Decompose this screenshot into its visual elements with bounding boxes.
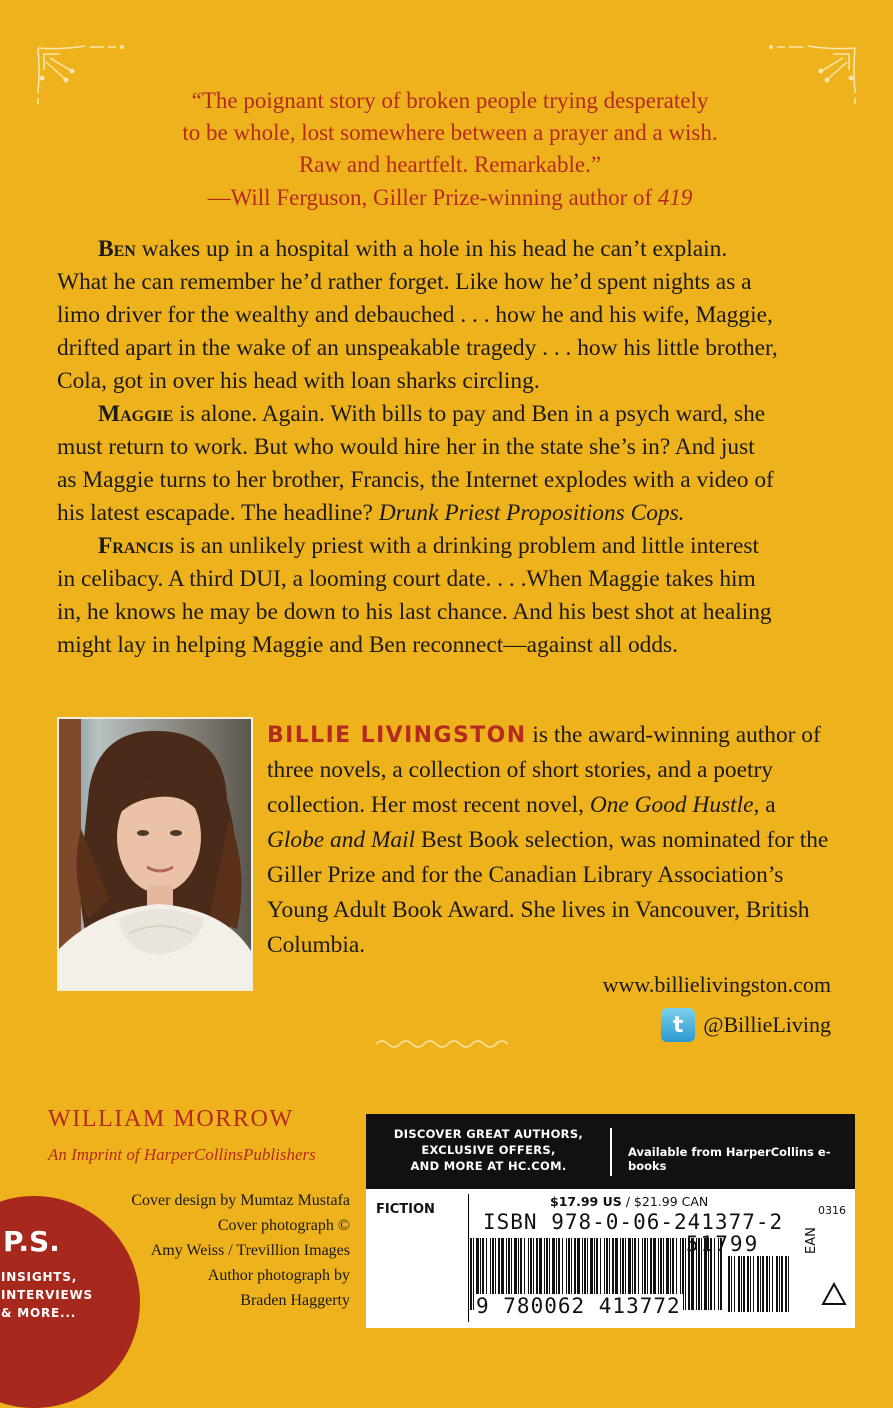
barcode-bar bbox=[728, 1256, 730, 1312]
quote-attribution bbox=[120, 183, 780, 213]
book-title: One Good Hustle bbox=[589, 792, 754, 818]
promo-line: EXCLUSIVE OFFERS, bbox=[421, 1143, 556, 1157]
attribution-text: —Will Ferguson, Giller Prize-winning author of bbox=[207, 185, 658, 210]
addon-number: 51799 bbox=[686, 1232, 760, 1256]
character-name: Francis bbox=[98, 533, 174, 559]
barcode-bar bbox=[762, 1256, 764, 1312]
newspaper-title: Globe and Mail bbox=[267, 827, 416, 853]
paragraph-text: is an unlikely priest with a drinking problem and little interest in celibacy. A third DUI, a looming court date. . . .When Maggie takes him in, he knows he may be down to his last chance. And his best shot at healing might lay in helping Maggie and Ben reconnect—against all odds. bbox=[57, 533, 772, 658]
barcode-bar bbox=[743, 1256, 745, 1312]
triangle-icon bbox=[821, 1282, 847, 1306]
ean-label: EAN bbox=[804, 1227, 819, 1254]
credit-line: Author photograph by bbox=[207, 1267, 350, 1284]
author-website[interactable]: www.billielivingston.com bbox=[602, 972, 831, 997]
print-code: 0316 bbox=[818, 1204, 846, 1217]
ps-line: & MORE... bbox=[1, 1306, 77, 1320]
review-quote bbox=[120, 85, 780, 181]
publisher-imprint: An Imprint of HarperCollinsPublishers bbox=[48, 1145, 316, 1164]
barcode-bar bbox=[731, 1256, 732, 1312]
promo-banner bbox=[366, 1114, 855, 1189]
description-paragraph bbox=[57, 233, 780, 398]
bio-text: , a bbox=[753, 792, 776, 818]
promo-text bbox=[386, 1126, 591, 1174]
promo-line: AND MORE AT HC.COM. bbox=[410, 1159, 567, 1173]
barcode-bar bbox=[750, 1256, 751, 1312]
author-bio bbox=[267, 718, 834, 963]
paragraph-text: is alone. Again. With bills to pay and Ben in a psych ward, she must return to work. But who would hire her in the state she’s in? And just as Maggie turns to her brother, Francis, the Internet explodes with a video of his latest escapade. The headline? bbox=[57, 401, 774, 526]
ps-line: INSIGHTS, bbox=[1, 1270, 78, 1284]
category-label: FICTION bbox=[376, 1202, 435, 1217]
isbn-text: ISBN 978-0-06-241377-2 bbox=[483, 1210, 784, 1234]
headline-italic: Drunk Priest Propositions Cops. bbox=[378, 500, 685, 526]
price-can: $21.99 CAN bbox=[633, 1194, 709, 1209]
ebook-notice: Available from HarperCollins e-books bbox=[628, 1145, 831, 1173]
barcode-bar bbox=[781, 1256, 783, 1312]
credit-line: Cover design by Mumtaz Mustafa bbox=[131, 1192, 350, 1209]
twitter-handle: @BillieLiving bbox=[703, 1012, 831, 1037]
credit-line: Amy Weiss / Trevillion Images bbox=[150, 1242, 350, 1259]
promo-line: DISCOVER GREAT AUTHORS, bbox=[393, 1127, 584, 1141]
category-divider bbox=[468, 1194, 469, 1322]
addon-barcode bbox=[728, 1256, 790, 1312]
description-paragraph bbox=[57, 398, 780, 530]
bio-text: Best Book selection, was nominated for the Giller Prize and for the Canadian Library Association’s Young Adult Book Award. She lives in Vancouver, British Columbia. bbox=[267, 827, 829, 958]
barcode-bar bbox=[769, 1256, 770, 1312]
barcode-bar bbox=[757, 1256, 759, 1312]
barcode-bar bbox=[470, 1238, 472, 1310]
ps-subtitle bbox=[0, 1268, 93, 1322]
promo-divider bbox=[610, 1128, 612, 1176]
character-name: Maggie bbox=[98, 401, 174, 427]
barcode-bar bbox=[766, 1256, 768, 1312]
barcode-bar bbox=[776, 1256, 778, 1312]
publisher-name: WILLIAM MORROW bbox=[48, 1106, 294, 1132]
quote-line: Raw and heartfelt. Remarkable.” bbox=[298, 152, 602, 177]
barcode-bar bbox=[747, 1256, 749, 1312]
author-photo bbox=[57, 717, 253, 991]
price-separator: / bbox=[621, 1194, 634, 1209]
barcode-bar bbox=[779, 1256, 780, 1312]
author-twitter[interactable] bbox=[661, 1007, 831, 1043]
quote-line: “The poignant story of broken people trying desperately bbox=[191, 88, 709, 113]
credit-line: Cover photograph © bbox=[217, 1217, 350, 1234]
price-us: $17.99 US bbox=[550, 1194, 622, 1209]
bio-text: is the award-winning author of three novels, a collection of short stories, and a poetry collection. Her most recent novel, bbox=[267, 722, 821, 818]
credit-line: Braden Haggerty bbox=[240, 1292, 350, 1309]
attribution-book-title: 419 bbox=[657, 185, 693, 210]
description-paragraph bbox=[57, 530, 780, 662]
character-name: Ben bbox=[98, 236, 136, 262]
barcode-bar bbox=[772, 1256, 773, 1312]
barcode-bar bbox=[734, 1256, 735, 1312]
barcode-panel bbox=[366, 1114, 855, 1328]
barcode-bar bbox=[753, 1256, 754, 1312]
barcode-bar bbox=[760, 1256, 761, 1312]
paragraph-text: wakes up in a hospital with a hole in his head he can’t explain. What he can remember he’d rather forget. Like how he’d spent nights as a limo driver for the wealthy and debauched . . . how he and his wife, Maggie, drifted apart in the wake of an unspeakable tragedy . . . how his little brother, Cola, got in over his head with loan sharks circling. bbox=[57, 236, 778, 394]
barcode-bar bbox=[788, 1256, 789, 1312]
barcode-bar bbox=[785, 1256, 787, 1312]
barcode-number: 9 780062 413772 bbox=[476, 1294, 681, 1318]
price bbox=[550, 1194, 708, 1209]
barcode-bar bbox=[738, 1256, 740, 1312]
twitter-icon: t bbox=[661, 1008, 695, 1042]
ps-title: P.S. bbox=[3, 1225, 60, 1258]
ps-line: INTERVIEWS bbox=[1, 1288, 93, 1302]
author-name: BILLIE LIVINGSTON bbox=[267, 723, 527, 748]
quote-line: to be whole, lost somewhere between a prayer and a wish. bbox=[182, 120, 718, 145]
book-description bbox=[57, 233, 780, 662]
divider-ornament bbox=[374, 1036, 514, 1052]
barcode-bar bbox=[741, 1256, 742, 1312]
